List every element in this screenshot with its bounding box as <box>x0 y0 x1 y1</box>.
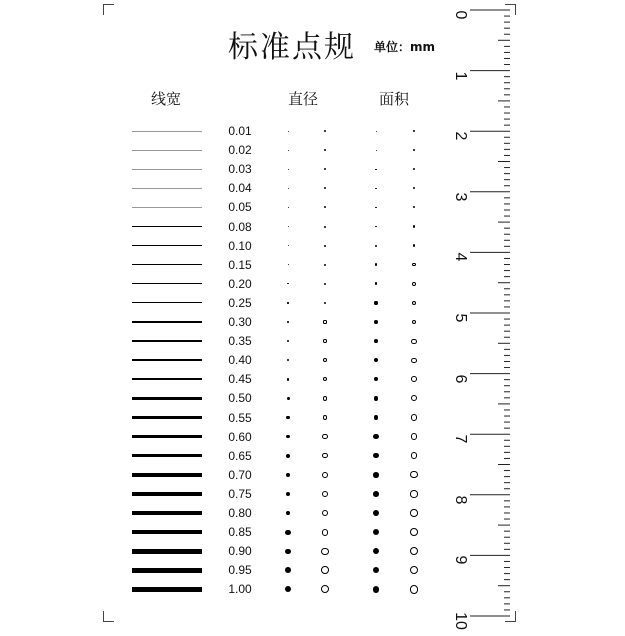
page-title: 标准点规 <box>228 30 356 65</box>
column-header-diameter: 直径 <box>288 90 319 108</box>
ruler-number: 5 <box>452 313 469 323</box>
ruler-number: 4 <box>452 252 469 262</box>
size-label: 0.85 <box>228 525 252 540</box>
ruler-number: 6 <box>452 374 469 384</box>
size-label: 0.30 <box>228 315 252 329</box>
size-label: 0.10 <box>228 238 252 253</box>
size-label: 0.60 <box>228 429 252 444</box>
size-label: 0.65 <box>228 448 252 463</box>
column-header-line-width: 线宽 <box>151 90 182 108</box>
size-label: 0.20 <box>228 276 252 291</box>
ruler-number: 8 <box>452 495 469 505</box>
size-label: 1.00 <box>228 582 252 597</box>
unit-label: 单位：mm <box>374 40 436 54</box>
size-label: 0.70 <box>228 467 252 482</box>
ruler-number: 9 <box>452 555 469 565</box>
size-label: 0.04 <box>228 181 252 196</box>
size-label: 0.80 <box>228 506 252 520</box>
size-label: 0.08 <box>228 219 252 234</box>
size-label: 0.90 <box>228 544 252 559</box>
size-label: 0.95 <box>228 563 252 578</box>
size-label: 0.15 <box>228 257 252 272</box>
size-label: 0.35 <box>228 334 252 349</box>
ruler-number: 1 <box>452 71 469 81</box>
ruler-number: 7 <box>452 434 469 444</box>
size-label: 0.02 <box>228 143 252 158</box>
size-label: 0.05 <box>228 200 252 215</box>
ruler-number: 0 <box>452 10 469 20</box>
column-header-area: 面积 <box>379 90 410 108</box>
size-label: 0.50 <box>228 391 252 406</box>
size-label: 0.03 <box>228 162 252 177</box>
size-label: 0.01 <box>228 124 252 138</box>
size-label: 0.45 <box>228 372 252 387</box>
ruler-number: 10 <box>452 612 469 630</box>
ruler-number: 3 <box>452 192 469 202</box>
size-label: 0.40 <box>228 353 252 368</box>
ruler-number: 2 <box>452 131 469 141</box>
size-label: 0.55 <box>228 410 252 425</box>
size-label: 0.75 <box>228 486 252 501</box>
size-label: 0.25 <box>228 295 252 310</box>
